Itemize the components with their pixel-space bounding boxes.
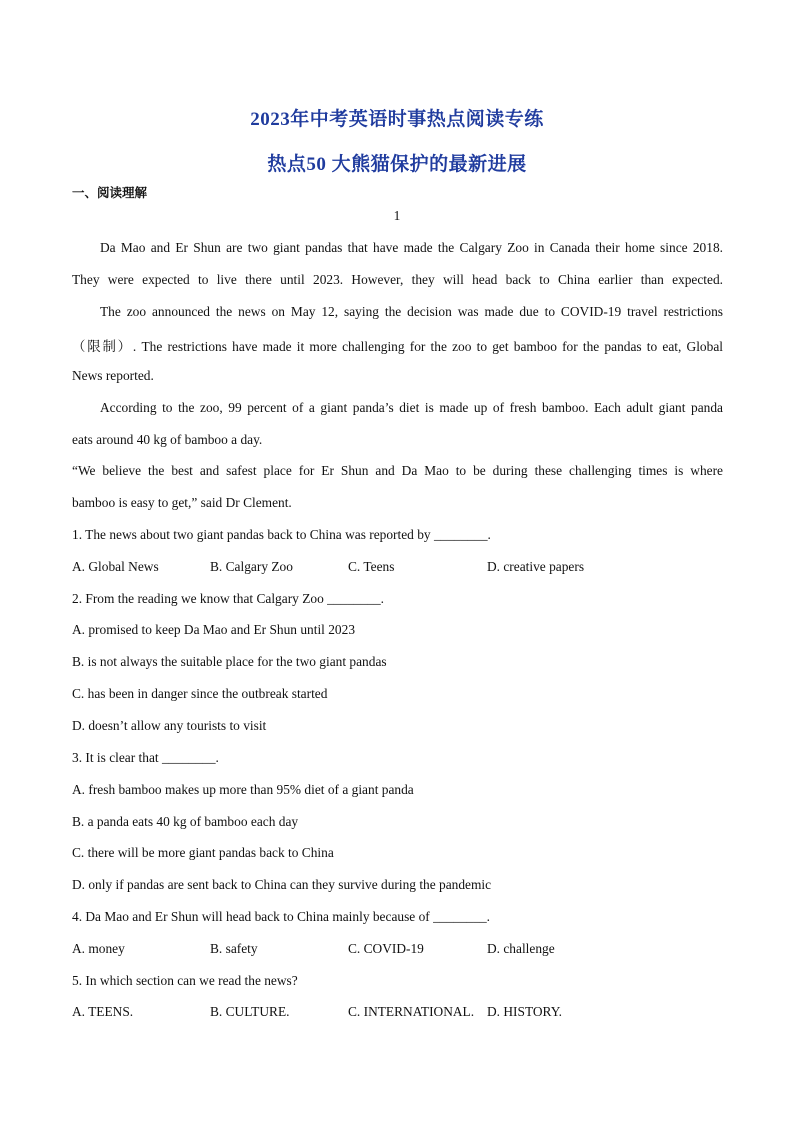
passage-line: eats around 40 kg of bamboo a day. bbox=[72, 432, 263, 447]
option-d: D. creative papers bbox=[487, 559, 585, 574]
passage-line: News reported. bbox=[72, 368, 154, 383]
question-stem: 2. From the reading we know that Calgary Zoo ________. bbox=[72, 591, 385, 606]
option-b: B. safety bbox=[210, 941, 258, 956]
option-d: D. challenge bbox=[487, 941, 555, 956]
option-d: D. doesn’t allow any tourists to visit bbox=[72, 718, 267, 733]
option-b: B. is not always the suitable place for the two giant pandas bbox=[72, 654, 387, 669]
passage-line: The zoo announced the news on May 12, saying the decision was made due to COVID-19 travel restrictions bbox=[100, 304, 723, 319]
option-c: C. there will be more giant pandas back to China bbox=[72, 845, 334, 860]
passage-number: 1 bbox=[393, 208, 401, 223]
option-a: A. promised to keep Da Mao and Er Shun until 2023 bbox=[72, 622, 356, 637]
passage-line: Da Mao and Er Shun are two giant pandas that have made the Calgary Zoo in Canada their home since 2018. bbox=[100, 240, 723, 255]
option-c: C. has been in danger since the outbreak started bbox=[72, 686, 328, 701]
option-d: D. HISTORY. bbox=[487, 1004, 563, 1019]
passage-line: bamboo is easy to get,” said Dr Clement. bbox=[72, 495, 292, 510]
option-a: A. Global News bbox=[72, 559, 159, 574]
question-stem: 4. Da Mao and Er Shun will head back to China mainly because of ________. bbox=[72, 909, 490, 924]
passage-line: They were expected to live there until 2023. However, they will head back to China earlier than expected. bbox=[72, 272, 723, 287]
option-b: B. Calgary Zoo bbox=[210, 559, 293, 574]
passage-line: （限制）. The restrictions have made it more challenging for the zoo to get bamboo for the pandas to eat, Global bbox=[72, 339, 723, 354]
option-a: A. TEENS. bbox=[72, 1004, 134, 1019]
option-a: A. money bbox=[72, 941, 125, 956]
document-title: 2023年中考英语时事热点阅读专练 bbox=[250, 109, 544, 130]
option-d: D. only if pandas are sent back to China can they survive during the pandemic bbox=[72, 877, 492, 892]
question-stem: 1. The news about two giant pandas back to China was reported by ________. bbox=[72, 527, 491, 542]
option-c: C. COVID-19 bbox=[348, 941, 424, 956]
passage-line: “We believe the best and safest place for Er Shun and Da Mao to be during these challenging times is where bbox=[72, 463, 723, 478]
section-label: 一、阅读理解 bbox=[72, 185, 148, 200]
document-subtitle: 热点50 大熊猫保护的最新进展 bbox=[267, 154, 527, 175]
option-b: B. CULTURE. bbox=[210, 1004, 290, 1019]
option-a: A. fresh bamboo makes up more than 95% diet of a giant panda bbox=[72, 782, 414, 797]
option-c: C. Teens bbox=[348, 559, 395, 574]
option-b: B. a panda eats 40 kg of bamboo each day bbox=[72, 814, 299, 829]
question-stem: 5. In which section can we read the news? bbox=[72, 973, 298, 988]
question-stem: 3. It is clear that ________. bbox=[72, 750, 219, 765]
option-c: C. INTERNATIONAL. bbox=[348, 1004, 475, 1019]
passage-line: According to the zoo, 99 percent of a giant panda’s diet is made up of fresh bamboo. Each adult giant panda bbox=[100, 400, 723, 415]
